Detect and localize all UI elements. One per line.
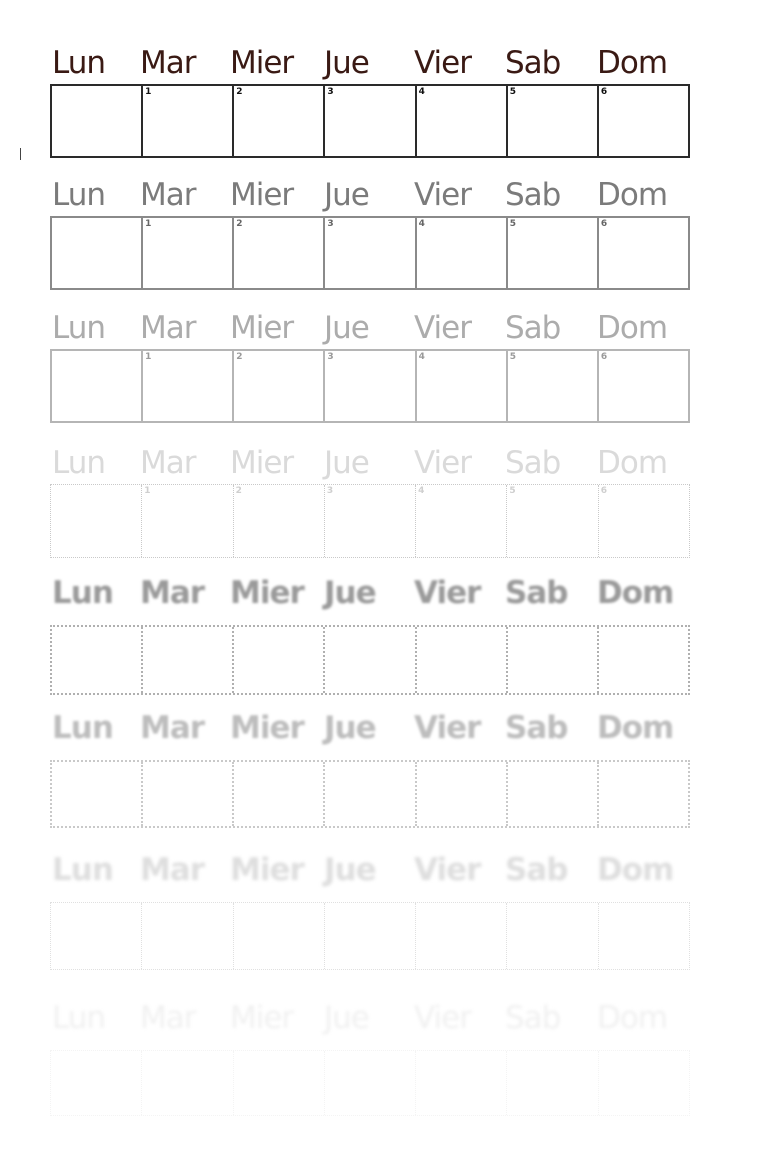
weekday-label: Vier [414,1000,471,1036]
day-boxes [50,216,690,290]
weekday-label: Mier [230,177,294,213]
day-number: 3 [327,352,334,362]
week-row-8 [50,998,690,1038]
weekday-label: Dom [597,310,668,346]
weekday-header [50,998,690,1038]
day-box [232,351,323,421]
day-box [141,86,232,156]
day-box [323,86,414,156]
day-box [598,485,689,557]
weekday-label: Sab [505,710,568,746]
day-box [232,218,323,288]
week-row-2 [50,175,690,229]
weekday-label: Mier [230,45,294,81]
day-box [141,903,232,969]
week-row-4 [50,443,690,496]
weekday-header [50,708,690,748]
day-boxes [50,760,690,828]
day-box [52,86,141,156]
weekday-header [50,573,690,613]
day-number: 2 [236,352,243,362]
day-box [52,351,141,421]
weekday-label: Dom [597,45,668,81]
day-box [415,351,506,421]
day-box [52,627,141,693]
week-row-6 [50,708,690,748]
day-number: 5 [509,87,516,97]
weekday-label: Lun [52,710,113,746]
weekday-label: Mier [230,852,304,888]
day-box [232,86,323,156]
weekday-label: Jue [324,1000,369,1036]
weekday-label: Vier [414,445,471,481]
day-box [52,762,141,826]
weekday-label: Jue [324,310,369,346]
weekday-label: Sab [505,45,561,81]
weekday-label: Mar [140,310,196,346]
day-box [323,762,414,826]
weekday-label: Mar [140,852,205,888]
weekday-label: Sab [505,1000,561,1036]
weekday-label: Mier [230,445,294,481]
weekday-label: Dom [597,1000,668,1036]
weekday-header [50,308,690,348]
week-row-3 [50,308,690,362]
weekday-header [50,175,690,215]
day-number: 6 [600,87,608,97]
day-box [232,627,323,693]
weekday-label: Vier [414,575,481,611]
day-box [415,627,506,693]
day-number: 5 [509,486,516,496]
weekday-label: Jue [324,575,376,611]
day-number: 3 [327,87,334,97]
stray-mark [20,148,21,160]
day-box [415,762,506,826]
weekday-label: Vier [414,310,471,346]
day-number: 1 [145,219,152,229]
weekday-label: Mar [140,710,205,746]
day-box [506,218,597,288]
day-boxes [50,484,690,558]
day-number: 2 [236,219,243,229]
day-box [52,218,141,288]
day-box [506,903,597,969]
weekday-label: Dom [597,445,668,481]
day-boxes [50,902,690,970]
weekday-label: Lun [52,445,106,481]
day-box [233,485,324,557]
weekday-label: Lun [52,852,113,888]
day-number: 4 [418,219,425,229]
day-box [51,485,141,557]
weekday-label: Jue [324,177,369,213]
day-box [506,485,597,557]
day-box [415,903,506,969]
weekday-label: Lun [52,310,106,346]
weekday-label: Lun [52,177,106,213]
weekday-label: Mier [230,710,304,746]
weekday-label: Mier [230,310,294,346]
weekday-label: Sab [505,177,561,213]
weekday-label: Vier [414,710,481,746]
weekday-header [50,43,690,83]
day-box [141,485,232,557]
day-boxes [50,1050,690,1116]
weekday-label: Dom [597,177,668,213]
day-box [506,351,597,421]
day-box [141,627,232,693]
day-number: 3 [326,486,334,496]
day-box [415,86,506,156]
day-box [141,351,232,421]
weekday-label: Lun [52,1000,106,1036]
weekday-label: Sab [505,445,561,481]
day-number: 5 [509,219,516,229]
day-box [232,762,323,826]
weekday-label: Jue [324,445,369,481]
day-number: 5 [509,352,516,362]
day-number: 2 [236,87,243,97]
weekday-label: Dom [597,575,674,611]
day-box [598,1051,689,1115]
weekday-label: Dom [597,710,674,746]
day-number: 2 [235,486,242,496]
day-box [141,1051,232,1115]
day-number: 6 [600,352,608,362]
weekday-label: Sab [505,310,561,346]
weekday-label: Sab [505,575,568,611]
day-box [324,485,415,557]
day-number: 6 [600,486,607,496]
day-box [415,485,506,557]
weekday-label: Vier [414,177,471,213]
weekday-label: Mier [230,575,304,611]
week-row-1 [50,43,690,97]
day-number: 4 [418,87,425,97]
day-box [141,218,232,288]
week-row-7 [50,850,690,890]
weekday-label: Mar [140,1000,196,1036]
day-box [233,903,324,969]
day-box [323,351,414,421]
weekday-label: Mier [230,1000,294,1036]
day-box [506,86,597,156]
weekday-label: Mar [140,45,196,81]
weekday-label: Vier [414,852,481,888]
weekday-label: Jue [324,45,369,81]
day-box [506,627,597,693]
day-number: 4 [418,486,425,496]
weekday-label: Sab [505,852,568,888]
weekday-label: Jue [324,852,376,888]
day-box [323,627,414,693]
day-box [51,1051,141,1115]
weekday-label: Dom [597,852,674,888]
day-box [506,1051,597,1115]
day-box [597,86,688,156]
day-box [415,1051,506,1115]
weekday-header [50,850,690,890]
day-number: 3 [327,219,334,229]
day-number: 1 [145,87,152,97]
day-number: 1 [144,486,151,496]
day-box [324,1051,415,1115]
day-box [597,762,688,826]
day-boxes [50,625,690,695]
weekday-header [50,443,690,483]
weekday-label: Jue [324,710,376,746]
weekday-label: Mar [140,575,205,611]
day-box [323,218,414,288]
day-box [506,762,597,826]
weekday-label: Mar [140,445,196,481]
day-number: 6 [600,219,608,229]
day-boxes [50,84,690,158]
day-box [597,627,688,693]
day-number: 4 [418,352,425,362]
day-box [597,351,688,421]
week-row-5 [50,573,690,613]
day-box [51,903,141,969]
day-box [233,1051,324,1115]
day-box [598,903,689,969]
weekday-label: Vier [414,45,471,81]
day-box [324,903,415,969]
day-box [141,762,232,826]
weekday-label: Lun [52,575,113,611]
day-box [415,218,506,288]
day-boxes [50,349,690,423]
day-box [597,218,688,288]
weekday-label: Lun [52,45,106,81]
day-number: 1 [145,352,152,362]
weekday-label: Mar [140,177,196,213]
